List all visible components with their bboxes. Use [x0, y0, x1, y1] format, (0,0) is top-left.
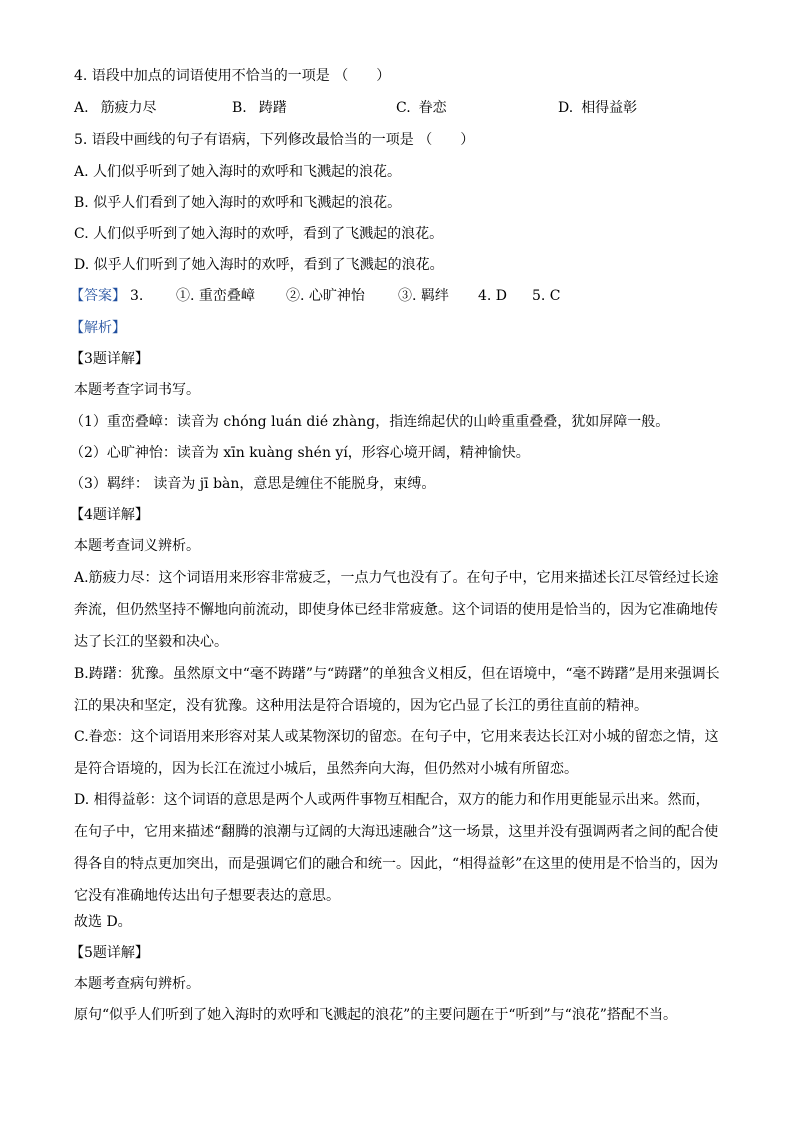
answer-q4: 4. D [478, 288, 508, 304]
sec4-paragraph-a: A.筋疲力尽：这个词语用来形容非常疲乏，一点力气也没有了。在句子中，它用来描述长江尽管经过长途奔流，但仍然坚持不懈地向前流动，即使身体已经非常疲惫。这个词语的使用是恰当的，因为它准确地传达了长江的坚毅和决心。 [74, 570, 719, 650]
sec3-item-1: （1）重峦叠嶂：读音为 chóng luán dié zhàng，指连绵起伏的山岭重重叠叠，犹如屏障一般。 [70, 414, 670, 430]
answer-q3-item-1: ①. 重峦叠嶂 [176, 288, 255, 304]
answer-q3: 3. [130, 288, 144, 304]
sec4-intro: 本题考查词义辨析。 [74, 538, 200, 554]
q4-option-a: A. 筋疲力尽 [74, 100, 157, 116]
answer-line [70, 286, 724, 306]
sec4-paragraph-b: B.踌躇：犹豫。虽然原文中“毫不踌躇”与“踌躇”的单独含义相反，但在语境中，“毫不踌躇”是用来强调长江的果决和坚定，没有犹豫。这种用法是符合语境的，因为它凸显了长江的勇往直前的精神。 [74, 666, 720, 714]
q4-stem: 4. 语段中加点的词语使用不恰当的一项是 （ ） [74, 68, 391, 84]
q4-option-c: C. 眷恋 [396, 100, 447, 116]
sec5-heading: 【5题详解】 [70, 945, 149, 961]
q4-option-d: D. 相得益彰 [558, 100, 638, 116]
sec4-paragraph-c: C.眷恋：这个词语用来形容对某人或某物深切的留恋。在句子中，它用来表达长江对小城的留恋之情，这是符合语境的，因为长江在流过小城后，虽然奔向大海，但仍然对小城有所留恋。 [74, 729, 719, 777]
answer-label: 【答案】 [70, 288, 126, 304]
sec4-heading: 【4题详解】 [70, 507, 149, 523]
sec5-text: 原句“似乎人们听到了她入海时的欢呼和飞溅起的浪花”的主要问题在于“听到”与“浪花”搭配不当。 [74, 1007, 677, 1023]
answer-q3-item-3: ③. 羁绊 [398, 288, 449, 304]
analysis-label: 【解析】 [70, 320, 126, 336]
q5-stem: 5. 语段中画线的句子有语病，下列修改最恰当的一项是 （ ） [74, 132, 475, 148]
q5-option-d: D. 似乎人们听到了她入海时的欢呼，看到了飞溅起的浪花。 [74, 257, 444, 273]
q5-option-c: C. 人们似乎听到了她入海时的欢呼，看到了飞溅起的浪花。 [74, 226, 444, 242]
answer-q5: 5. C [532, 288, 561, 304]
sec3-heading: 【3题详解】 [70, 351, 149, 367]
sec4-paragraph-d: D. 相得益彰：这个词语的意思是两个人或两件事物互相配合，双方的能力和作用更能显示出来。然而，在句子中，它用来描述“翻腾的浪潮与辽阔的大海迅速融合”这一场景，这里并没有强调两者之间的配合使得各自的特点更加突出，而是强调它们的融合和统一。因此，“相得益彰”在这里的使用是不恰当的，因为它没有准确地传达出句子想要表达的意思。 [74, 792, 719, 904]
q5-option-b: B. 似乎人们看到了她入海时的欢呼和飞溅起的浪花。 [74, 195, 402, 211]
sec4-conclusion: 故选 D。 [74, 914, 132, 930]
sec3-intro: 本题考查字词书写。 [74, 382, 200, 398]
answer-q3-item-2: ②. 心旷神怡 [286, 288, 365, 304]
q4-option-b: B. 踌躇 [232, 100, 287, 116]
sec5-intro: 本题考查病句辨析。 [74, 976, 200, 992]
sec3-item-3: （3）羁绊： 读音为 jī bàn，意思是缠住不能脱身，束缚。 [70, 476, 436, 492]
q5-option-a: A. 人们似乎听到了她入海时的欢呼和飞溅起的浪花。 [74, 164, 402, 180]
sec3-item-2: （2）心旷神怡：读音为 xīn kuàng shén yí，形容心境开阔，精神愉快。 [70, 445, 530, 461]
q4-options [74, 98, 724, 118]
